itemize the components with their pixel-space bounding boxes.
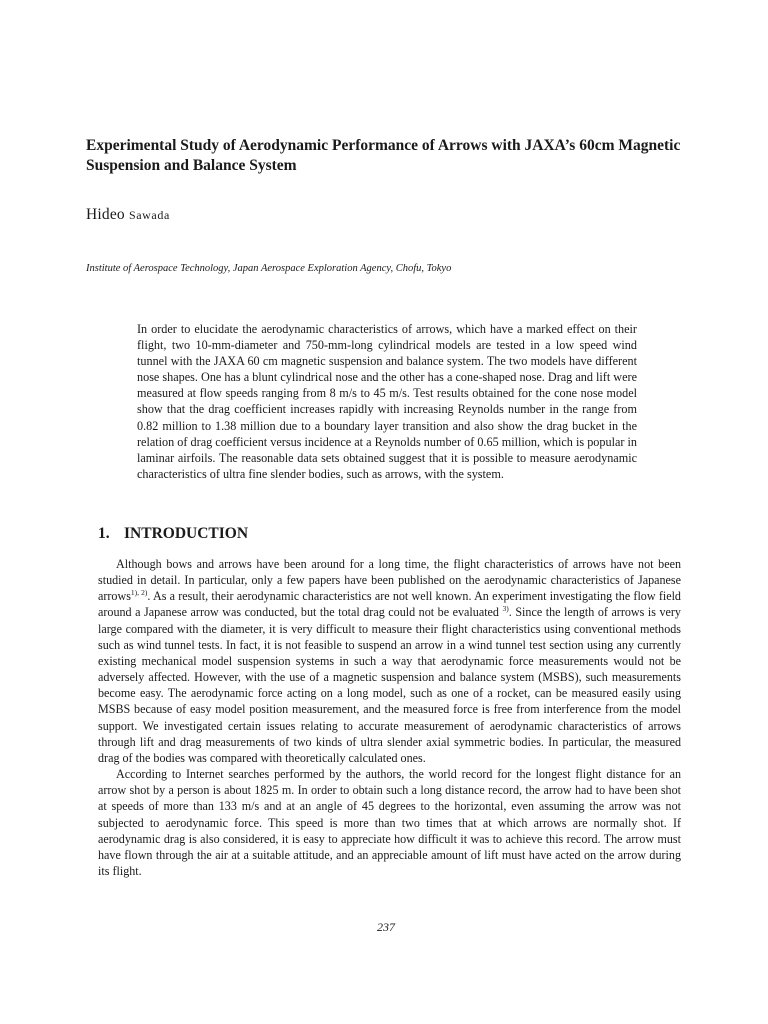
paragraph-1-text-c: . Since the length of arrows is very large compared with the diameter, it is very difficult to measure their flight characteristics using conventional methods such as wind tunnel tests. In fact, it is not feasible to suspend an arrow in a wind tunnel test section using any currently existing mechanical model suspension systems in such a way that aerodynamic force measurements would not be adversely affected. However, with the use of a magnetic suspension and balance system (MSBS), such measurements become easy. The aerodynamic force acting on a long model, such as one of a rocket, can be measured easily using MSBS because of easy model position measurement, and the measured force is free from interference from the model support. We investigated certain issues relating to accurate measurement of aerodynamic characteristics of arrows through lift and drag measurements of two kinds of ultra slender axial symmetric bodies. In particular, the measured drag of the bodies was compared with theoretically calculated ones. [98,605,681,765]
author-given-name: Hideo [86,206,125,223]
author-name [86,206,170,224]
introduction-paragraph-2: According to Internet searches performed by the authors, the world record for the longest flight distance for an arrow shot by a person is about 1825 m. In order to obtain such a long distance record, the arrow had to have been shot at speeds of more than 133 m/s and at an angle of 45 degrees to the horizontal, even assuming the arrow was not subjected to aerodynamic force. This speed is more than two times that at which arrows are normally shot. If aerodynamic drag is also considered, it is easy to appreciate how difficult it was to achieve this record. The arrow must have flown through the air at a suitable attitude, and an appreciable amount of lift must have acted on the arrow during its flight. [98,767,681,878]
section-heading [98,525,248,543]
paper-title: Experimental Study of Aerodynamic Performance of Arrows with JAXA’s 60cm Magnetic Suspension and Balance System [86,137,681,174]
page-number: 237 [377,920,395,934]
introduction-paragraph-1 [98,556,681,766]
author-family-name: Sawada [128,208,170,222]
paragraph-1-text-b: . As a result, their aerodynamic characteristics are not well known. An experiment investigating the flow field around a Japanese arrow was conducted, but the total drag could not be evaluated [98,589,681,620]
introduction-body [98,556,681,879]
section-number: 1. [98,525,110,542]
citation-3: 3) [502,604,509,614]
section-title: INTRODUCTION [124,525,249,542]
abstract: In order to elucidate the aerodynamic characteristics of arrows, which have a marked effect on their flight, two 10-mm-diameter and 750-mm-long cylindrical models are tested in a low speed wind tunnel with the JAXA 60 cm magnetic suspension and balance system. The two models have different nose shapes. One has a blunt cylindrical nose and the other has a cone-shaped nose. Drag and lift were measured at flow speeds ranging from 8 m/s to 45 m/s. Test results obtained for the cone nose model show that the drag coefficient increases rapidly with increasing Reynolds number in the range from 0.82 million to 1.38 million due to a boundary layer transition and also show the drag bucket in the relation of drag coefficient versus incidence at a Reynolds number of 0.65 million, which is popular in laminar airfoils. The reasonable data sets obtained suggest that it is possible to measure aerodynamic characteristics of ultra fine slender bodies, such as arrows, with the system. [137,322,637,481]
author-affiliation: Institute of Aerospace Technology, Japan Aerospace Exploration Agency, Chofu, Tokyo [86,263,452,274]
citation-1-2: 1), 2) [130,588,148,598]
paragraph-1-text-a: Although bows and arrows have been around for a long time, the flight characteristics of arrows have not been studied in detail. In particular, only a few papers have been published on the aerodynamic characteristics of Japanese arrows [98,557,681,604]
